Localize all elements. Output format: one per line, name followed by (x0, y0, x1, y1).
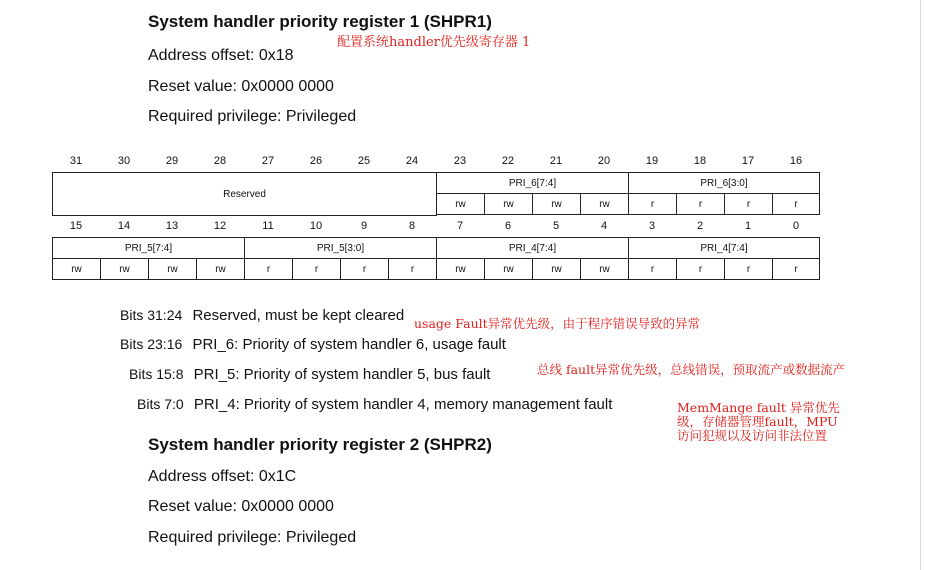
access-cell: r (388, 258, 437, 280)
access-cell: rw (484, 193, 533, 215)
shpr2-title: System handler priority register 2 (SHPR2) (148, 435, 492, 454)
field-cell: PRI_5[7:4] (52, 237, 245, 259)
bit-number: 1 (744, 220, 752, 232)
bits-label: Bits 7:0 (137, 396, 184, 412)
bit-number: 26 (309, 155, 323, 167)
access-cell: r (292, 258, 341, 280)
bits-text: Reserved, must be kept cleared (192, 307, 405, 324)
bits-text: PRI_4: Priority of system handler 4, memory management fault (193, 396, 613, 413)
access-cell: r (628, 258, 677, 280)
access-cell: r (244, 258, 293, 280)
bit-number: 22 (501, 155, 515, 167)
bit-number: 16 (789, 155, 803, 167)
shpr1-title: System handler priority register 1 (SHPR1) (148, 12, 492, 31)
access-cell: rw (196, 258, 245, 280)
bit-number: 18 (693, 155, 707, 167)
bits-text: PRI_5: Priority of system handler 5, bus fault (193, 366, 491, 383)
access-cell: r (340, 258, 389, 280)
bit-number: 29 (165, 155, 179, 167)
bit-number: 11 (262, 220, 274, 232)
access-cell: r (724, 193, 773, 215)
bit-description-31-24 (120, 307, 404, 324)
page-edge-divider (920, 0, 921, 570)
bit-number: 20 (597, 155, 611, 167)
bit-number: 3 (648, 220, 656, 232)
shpr1-address-offset: Address offset: 0x18 (148, 47, 294, 64)
bit-number: 23 (453, 155, 467, 167)
shpr2-reset-value: Reset value: 0x0000 0000 (148, 498, 334, 515)
bit-number: 5 (552, 220, 560, 232)
bit-description-15-8 (129, 366, 490, 383)
access-cell: r (772, 193, 820, 215)
bit-number: 9 (360, 220, 368, 232)
bit-number: 10 (309, 220, 323, 232)
bits-text: PRI_6: Priority of system handler 6, usage fault (192, 336, 506, 353)
access-cell: rw (148, 258, 197, 280)
shpr2-privilege: Required privilege: Privileged (148, 529, 357, 546)
bit-number: 13 (165, 220, 179, 232)
access-cell: rw (436, 258, 485, 280)
access-cell: r (676, 258, 725, 280)
access-cell: rw (532, 193, 581, 215)
bit-number: 24 (405, 155, 419, 167)
bit-number: 21 (549, 155, 563, 167)
shpr1-privilege: Required privilege: Privileged (148, 108, 357, 125)
bit-description-7-0 (137, 396, 612, 413)
access-cell: rw (532, 258, 581, 280)
access-cell: rw (52, 258, 101, 280)
bit-number: 6 (504, 220, 512, 232)
bits-label: Bits 15:8 (129, 366, 184, 382)
field-cell: PRI_6[3:0] (628, 172, 820, 194)
memmanage-fault-annotation (677, 401, 840, 443)
bit-number: 25 (357, 155, 371, 167)
access-cell: rw (100, 258, 149, 280)
bit-number: 2 (696, 220, 704, 232)
access-cell: rw (580, 193, 629, 215)
access-cell: rw (436, 193, 485, 215)
access-cell: r (676, 193, 725, 215)
annotation-line: MemMange fault 异常优先 (677, 400, 840, 415)
bit-number: 17 (741, 155, 755, 167)
field-cell: PRI_5[3:0] (244, 237, 437, 259)
access-cell: rw (580, 258, 629, 280)
field-cell-reserved: Reserved (52, 172, 437, 216)
field-cell: PRI_6[7:4] (436, 172, 629, 194)
bit-number: 27 (261, 155, 275, 167)
bus-fault-annotation: 总线 fault异常优先级，总线错误，预取流产或数据流产 (537, 362, 846, 377)
bit-description-23-16 (120, 336, 506, 353)
bit-number: 30 (117, 155, 131, 167)
bit-number: 4 (600, 220, 608, 232)
bit-number: 31 (69, 155, 83, 167)
bit-number: 7 (456, 220, 464, 232)
bit-number: 12 (213, 220, 227, 232)
bit-number: 0 (792, 220, 800, 232)
bit-number: 14 (117, 220, 131, 232)
bit-number: 28 (213, 155, 227, 167)
access-cell: r (628, 193, 677, 215)
annotation-line: 访问犯规以及访问非法位置 (677, 428, 828, 443)
bit-number: 19 (645, 155, 659, 167)
bits-label: Bits 23:16 (120, 336, 183, 352)
access-cell: r (772, 258, 820, 280)
bit-number: 15 (69, 220, 83, 232)
access-cell: r (724, 258, 773, 280)
usage-fault-annotation: usage Fault异常优先级，由于程序错误导致的异常 (414, 316, 701, 331)
annotation-line: 级，存储器管理fault，MPU (677, 414, 838, 429)
bits-label: Bits 31:24 (120, 307, 183, 323)
shpr1-annotation: 配置系统handler优先级寄存器 1 (337, 35, 531, 50)
shpr1-reset-value: Reset value: 0x0000 0000 (148, 78, 334, 95)
bit-number: 8 (408, 220, 416, 232)
shpr2-address-offset: Address offset: 0x1C (148, 468, 297, 485)
access-cell: rw (484, 258, 533, 280)
field-cell: PRI_4[7:4] (436, 237, 629, 259)
field-cell: PRI_4[7:4] (628, 237, 820, 259)
